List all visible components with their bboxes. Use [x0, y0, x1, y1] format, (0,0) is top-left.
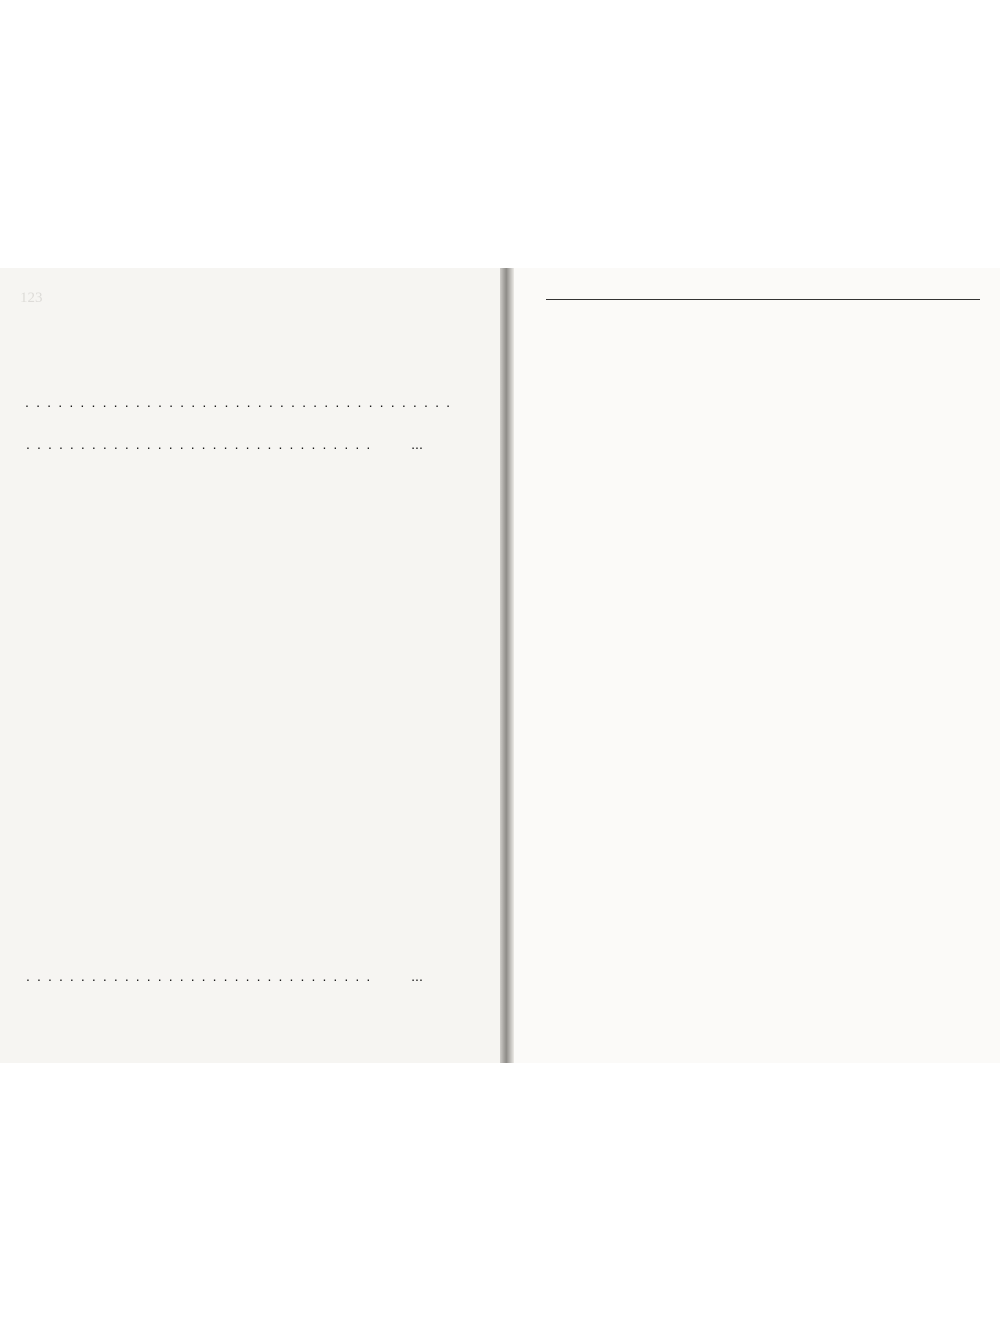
section-control-works[interactable]	[22, 968, 458, 985]
book-gutter	[500, 268, 514, 1063]
leader-dots	[26, 436, 376, 452]
leader-dots: ...	[411, 969, 423, 985]
leader-dots: ...	[411, 437, 423, 453]
bleed-through-text: 123	[20, 290, 230, 306]
right-page	[510, 268, 1000, 1063]
running-header	[546, 296, 980, 300]
leader-dots	[26, 968, 376, 984]
preface-row[interactable]	[22, 394, 458, 412]
leader-dots	[25, 394, 455, 412]
left-page	[0, 268, 503, 1063]
section-independent-works[interactable]	[22, 436, 458, 453]
